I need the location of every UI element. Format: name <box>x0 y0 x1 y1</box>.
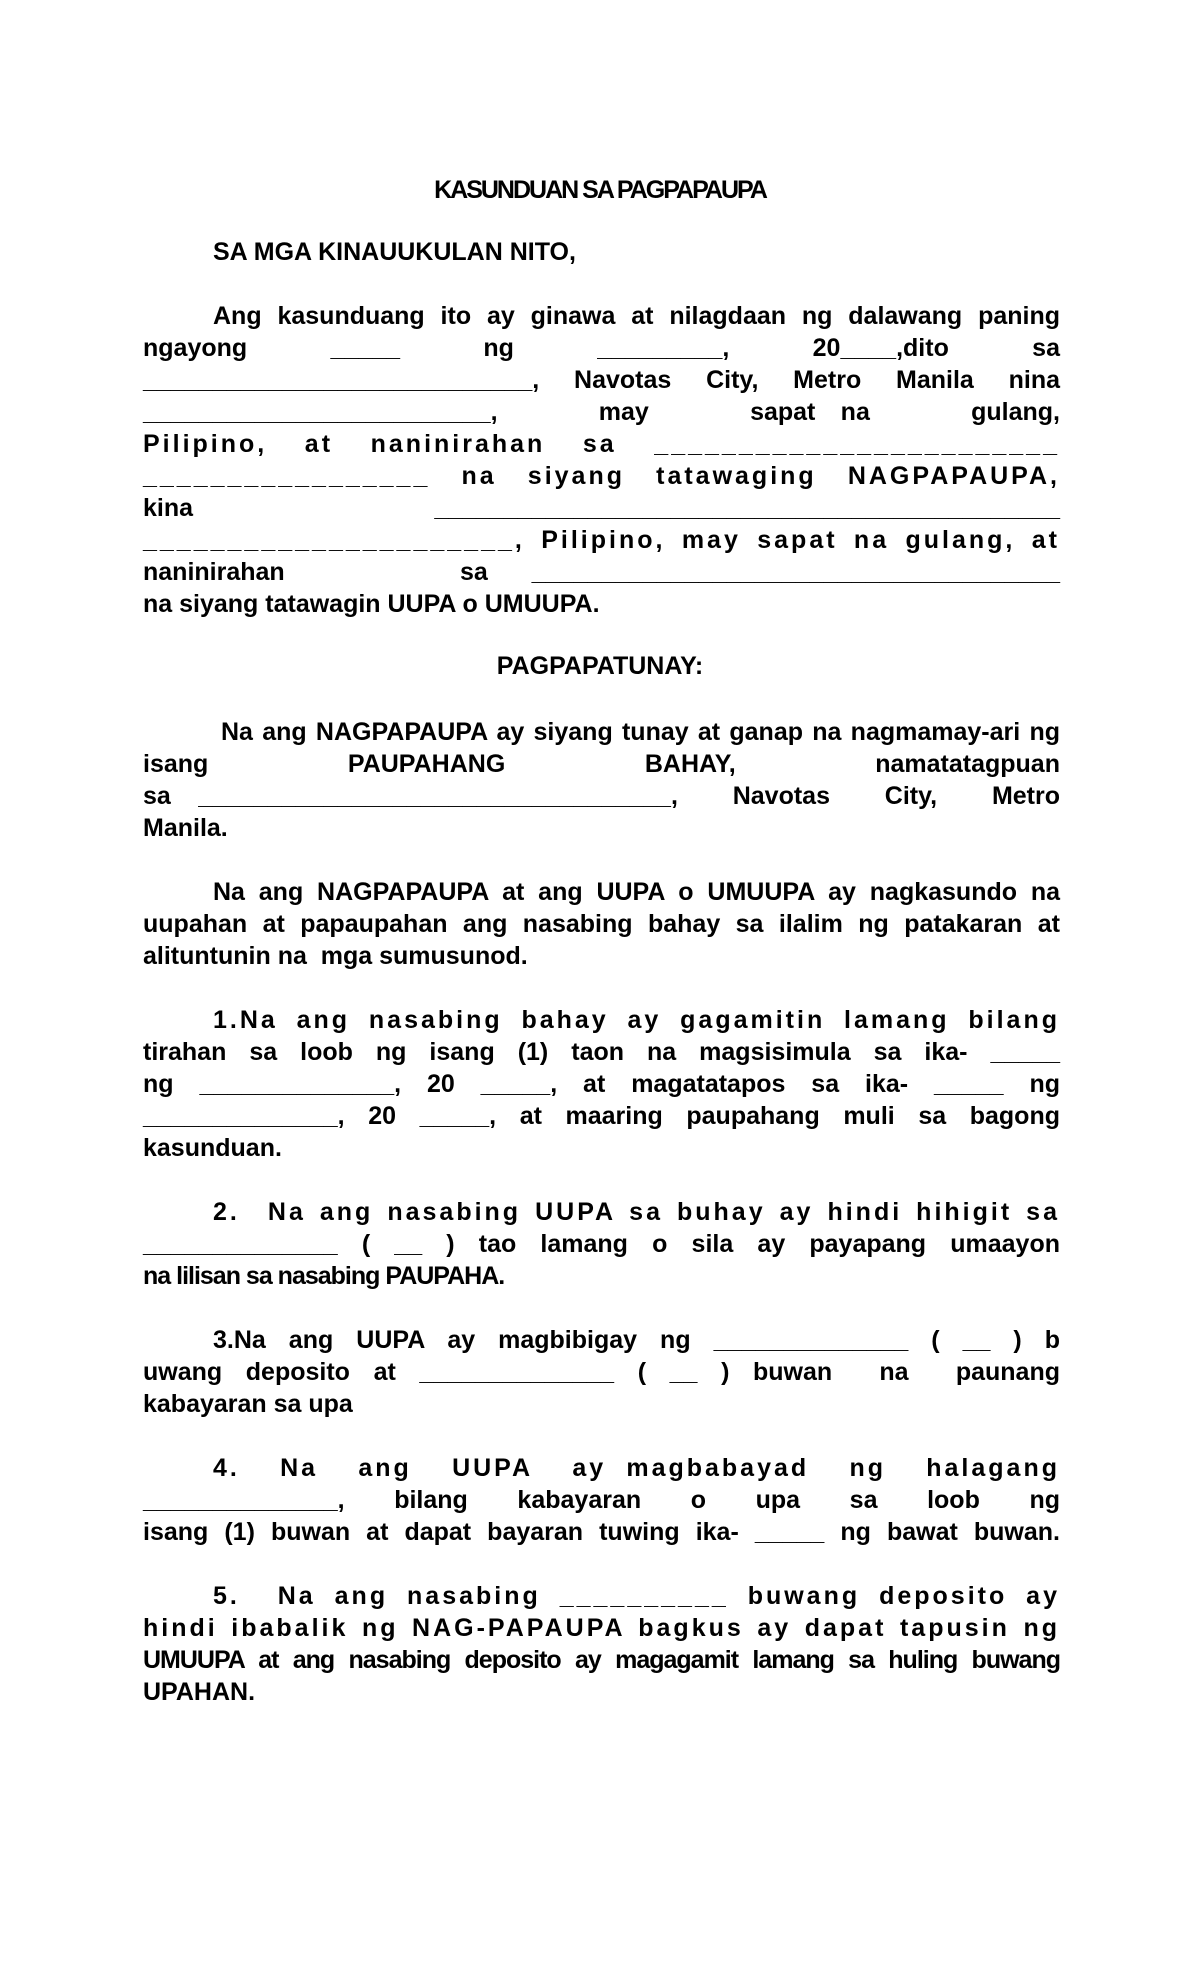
intro-line: naninirahan sa ______________________________________ <box>143 558 1060 586</box>
paragraph-line: isang PAUPAHANG BAHAY, namatatagpuan <box>143 750 1060 778</box>
clause-line: tirahan sa loob ng isang (1) taon na magsisimula sa ika- _____ <box>143 1038 1060 1066</box>
intro-line: na siyang tatawagin UUPA o UMUUPA. <box>143 590 600 618</box>
intro-line: Pilipino, at naninirahan sa ________________________ <box>143 430 1060 458</box>
clause-line: ______________ ( __ ) tao lamang o sila ay payapang umaayon <box>143 1230 1060 1258</box>
intro-line: kina _____________________________________________ <box>143 494 1060 522</box>
clause-line: ______________, bilang kabayaran o upa sa loob ng <box>143 1486 1060 1514</box>
clause-line: uwang deposito at ______________ ( __ ) buwan na paunang <box>143 1358 1060 1386</box>
intro-line: ngayong _____ ng _________, 20____,dito sa <box>143 334 1060 362</box>
clause-line: na lilisan sa nasabing PAUPAHA. <box>143 1262 505 1290</box>
section-heading: PAGPAPATUNAY: <box>496 652 704 680</box>
clause-line: kabayaran sa upa <box>143 1390 353 1418</box>
paragraph-line: Na ang NAGPAPAUPA at ang UUPA o UMUUPA ay nagkasundo na <box>213 878 1060 906</box>
salutation: SA MGA KINAUUKULAN NITO, <box>213 238 576 266</box>
clause-line: 2. Na ang nasabing UUPA sa buhay ay hindi hihigit sa <box>213 1198 1060 1226</box>
paragraph-line: Manila. <box>143 814 228 842</box>
clause-line: 4. Na ang UUPA ay magbabayad ng halagang <box>213 1454 1060 1482</box>
clause-line: UMUUPA at ang nasabing deposito ay magagamit lamang sa huling buwang <box>143 1646 1060 1674</box>
clause-line: 1.Na ang nasabing bahay ay gagamitin lamang bilang <box>213 1006 1060 1034</box>
intro-line: _________________ na siyang tatawaging NAGPAPAUPA, <box>143 462 1060 490</box>
clause-line: ______________, 20 _____, at maaring paupahang muli sa bagong <box>143 1102 1060 1130</box>
clause-line: ng ______________, 20 _____, at magatatapos sa ika- _____ ng <box>143 1070 1060 1098</box>
clause-line: UPAHAN. <box>143 1678 256 1706</box>
clause-line: hindi ibabalik ng NAG-PAPAUPA bagkus ay dapat tapusin ng <box>143 1614 1060 1642</box>
intro-line: ______________________, Pilipino, may sapat na gulang, at <box>143 526 1060 554</box>
paragraph-line: sa __________________________________, Navotas City, Metro <box>143 782 1060 810</box>
clause-line: kasunduan. <box>143 1134 282 1162</box>
clause-line: 5. Na ang nasabing __________ buwang deposito ay <box>213 1582 1060 1610</box>
paragraph-line: uupahan at papaupahan ang nasabing bahay sa ilalim ng patakaran at <box>143 910 1060 938</box>
clause-line: 3.Na ang UUPA ay magbibigay ng ______________ ( __ ) b <box>213 1326 1060 1354</box>
intro-line: ____________________________, Navotas City, Metro Manila nina <box>143 366 1060 394</box>
intro-line: Ang kasunduang ito ay ginawa at nilagdaan ng dalawang paning <box>213 302 1060 330</box>
paragraph-line: Na ang NAGPAPAUPA ay siyang tunay at ganap na nagmamay-ari ng <box>221 718 1060 746</box>
document-title: KASUNDUAN SA PAGPAPAUPA <box>434 176 766 204</box>
clause-line: isang (1) buwan at dapat bayaran tuwing ika- _____ ng bawat buwan. <box>143 1518 1060 1546</box>
intro-line: _________________________, may sapat na gulang, <box>143 398 1060 426</box>
paragraph-line: alituntunin na mga sumusunod. <box>143 942 528 970</box>
